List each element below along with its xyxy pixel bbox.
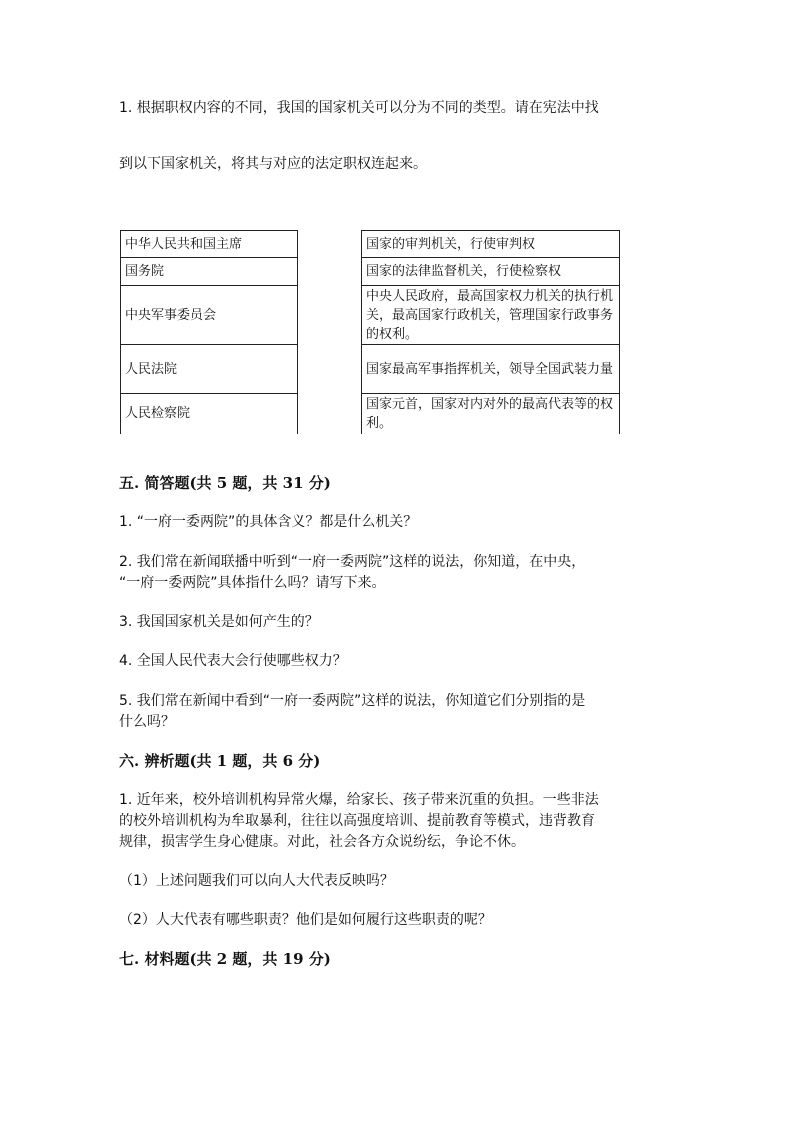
question-1-line-2: 到以下国家机关，将其与对应的法定职权连起来。: [119, 156, 427, 172]
right-item[interactable]: 中央人民政府，最高国家权力机关的执行机关，最高国家行政机关，管理国家行政事务的权利。: [362, 286, 620, 345]
section-6-question-1-line-1: 1. 近年来，校外培训机构异常火爆，给家长、孩子带来沉重的负担。一些非法: [119, 792, 599, 808]
section-6-subquestion-1: （1）上述问题我们可以向人大代表反映吗？: [119, 873, 394, 889]
section-5-question-2-line-2: “一府一委两院”具体指什么吗？请写下来。: [119, 575, 386, 591]
section-5-question-3: 3. 我国国家机关是如何产生的？: [119, 614, 319, 630]
section-7-title: 七. 材料题(共 2 题，共 19 分): [119, 950, 331, 968]
section-6-title: 六. 辨析题(共 1 题，共 6 分): [119, 752, 321, 770]
left-item[interactable]: 中华人民共和国主席: [121, 231, 298, 258]
right-item[interactable]: 国家的法律监督机关，行使检察权: [362, 258, 620, 286]
left-item[interactable]: 中央军事委员会: [121, 286, 298, 345]
section-5-question-4: 4. 全国人民代表大会行使哪些权力？: [119, 653, 347, 669]
section-6-subquestion-2: （2）人大代表有哪些职责？他们是如何履行这些职责的呢？: [119, 912, 492, 928]
left-item[interactable]: 人民法院: [121, 345, 298, 394]
left-matching-table: [120, 230, 298, 434]
section-5-question-5-line-1: 5. 我们常在新闻中看到“一府一委两院”这样的说法，你知道它们分别指的是: [119, 693, 586, 709]
right-item[interactable]: 国家最高军事指挥机关，领导全国武装力量: [362, 345, 620, 394]
section-5-question-1: 1. “一府一委两院”的具体含义？都是什么机关？: [119, 514, 418, 530]
section-5-title: 五. 简答题(共 5 题，共 31 分): [119, 474, 331, 492]
section-5-question-5-line-2: 什么吗？: [119, 714, 175, 730]
left-item[interactable]: 人民检察院: [121, 394, 298, 434]
right-matching-table: [361, 230, 620, 434]
question-1-line-1: 1. 根据职权内容的不同，我国的国家机关可以分为不同的类型。请在宪法中找: [119, 100, 599, 116]
left-item[interactable]: 国务院: [121, 258, 298, 286]
section-6-question-1-line-3: 规律，损害学生身心健康。对此，社会各方众说纷纭，争论不休。: [119, 834, 525, 850]
section-6-question-1-line-2: 的校外培训机构为牟取暴利，往往以高强度培训、提前教育等模式，违背教育: [119, 813, 595, 829]
right-item[interactable]: 国家元首，国家对内对外的最高代表等的权利。: [362, 394, 620, 434]
section-5-question-2-line-1: 2. 我们常在新闻联播中听到“一府一委两院”这样的说法，你知道，在中央，: [119, 554, 586, 570]
right-item[interactable]: 国家的审判机关，行使审判权: [362, 231, 620, 258]
